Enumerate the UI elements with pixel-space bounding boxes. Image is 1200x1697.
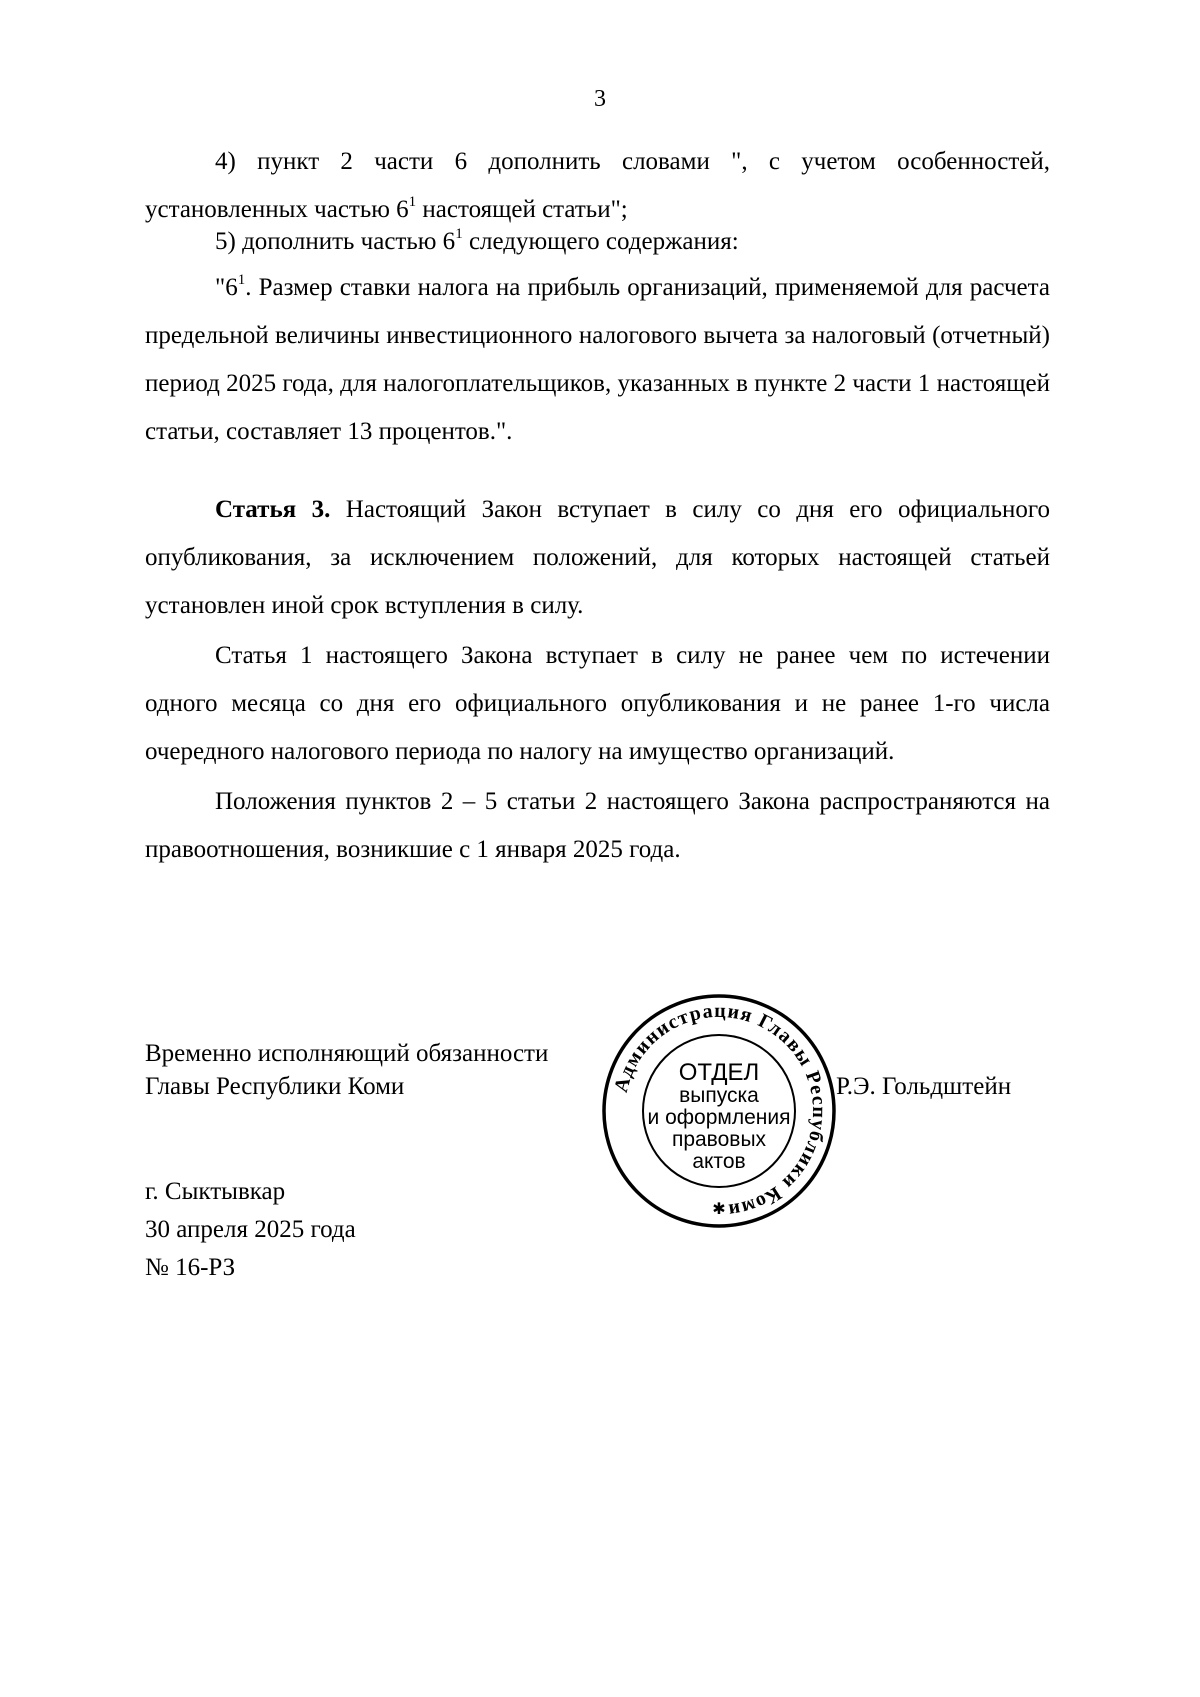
signatory-position-line-2: Главы Республики Коми [145,1073,405,1100]
item-4-line-1: 4) пункт 2 части 6 дополнить словами ", с учетом особенностей, [215,148,1050,175]
superscript: 1 [455,225,463,242]
quoted-paragraph [145,264,1050,456]
page-number: 3 [594,86,606,112]
article-3-heading: Статья 3. [215,496,331,523]
document-number: № 16-РЗ [145,1254,236,1281]
article-3-paragraph-1 [145,486,1050,630]
official-seal [600,992,838,1230]
seal-line-5: актов [692,1150,746,1173]
document-date: 30 апреля 2025 года [145,1216,356,1243]
seal-line-1: ОТДЕЛ [678,1059,760,1086]
quote-start: "6 [215,274,238,301]
seal-line-4: правовых [671,1128,767,1151]
article-3-paragraph-2: Статья 1 настоящего Закона вступает в силу не ранее чем по истечении одного месяца со дня его официального опубликования и не ранее 1-го числа очередного налогового периода по налогу на имущество организаций. [145,642,1050,765]
signatory-position [145,1037,548,1103]
quote-text: . Размер ставки налога на прибыль организаций, применяемой для [245,274,963,301]
item-5-text-end: следующего содержания: [462,228,739,255]
superscript: 1 [237,271,246,288]
signatory-position-line-1: Временно исполняющий обязанности [145,1040,549,1067]
quoted-part [145,264,1050,456]
seal-star-icon: ✱ [712,1201,726,1218]
document-city: г. Сыктывкар [145,1178,286,1205]
superscript: 1 [408,193,417,210]
article-3-text-1: Настоящий Закон вступает в силу со дня его официального опубликования, за исключением положений, для которых настоящей статьей установлен иной срок вступления в силу. [145,496,1050,619]
signatory-name: Р.Э. Гольдштейн [836,1073,1012,1100]
article-3-paragraph-3: Положения пунктов 2 – 5 статьи 2 настоящего Закона распространяются на правоотношения, возникшие с 1 января 2025 года. [145,788,1050,863]
item-5 [145,218,1050,266]
item-5-text: 5) дополнить частью 6 [215,228,456,255]
seal-line-3: и оформления [647,1106,791,1129]
article-3 [145,486,1050,874]
document-meta [145,1173,356,1287]
item-5-line [145,218,1050,266]
item-4-text: установленных частью 6 [145,196,409,223]
seal-line-2: выпуска [679,1084,759,1107]
seal-ring-text: Администрация Главы Республики Коми [609,999,831,1222]
item-4-text-end: настоящей статьи"; [416,196,628,223]
quote-rest: расчета предельной величины инвестиционного налогового вычета за налоговый (отчетный) период 2025 года, для налогоплательщиков, указанных в пункте 2 части 1 настоящей статьи, составляет 13 процентов.". [145,274,1050,445]
